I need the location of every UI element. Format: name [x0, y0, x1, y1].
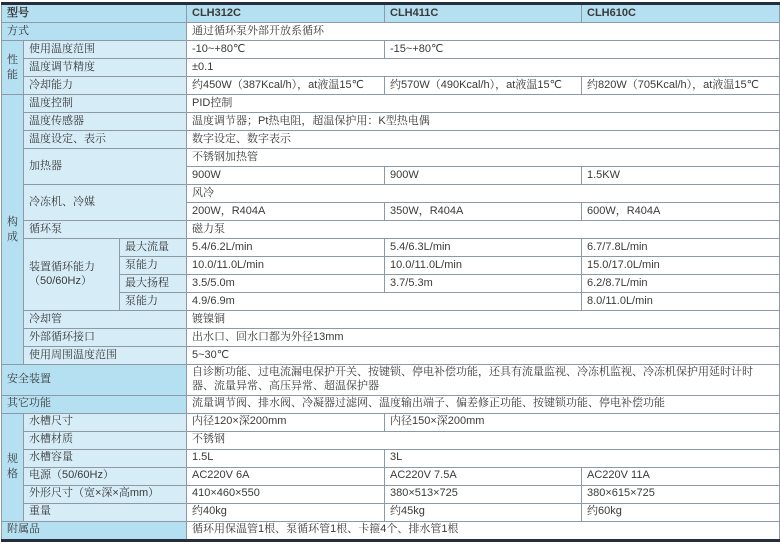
row-value: 温度调节器；Pt热电阻，超温保护用：K型热电偶 [187, 113, 780, 131]
group-label-spec: 规格 [2, 413, 24, 521]
row-heater-type [2, 149, 780, 167]
row-value: 380×513×725 [385, 485, 582, 503]
row-value: 循环用保温管1根、泵循环管1根、卡箍4个、排水管1根 [187, 521, 780, 540]
row-label: 安全装置 [2, 365, 187, 396]
row-label: 温度设定、表示 [24, 131, 187, 149]
row-value: 不锈钢加热管 [187, 149, 780, 167]
row-value: 不锈钢 [187, 431, 780, 449]
row-value: PID控制 [187, 95, 780, 113]
row-label: 外形尺寸（宽×深×高mm） [24, 485, 187, 503]
row-value: 约40kg [187, 503, 385, 521]
row-safety-devices [2, 365, 780, 396]
row-max-flow [2, 239, 780, 257]
model-header-clh312c: CLH312C [187, 4, 385, 23]
row-value: AC220V 7.5A [385, 467, 582, 485]
row-label: 加热器 [24, 149, 187, 185]
model-header-clh411c: CLH411C [385, 4, 582, 23]
row-external-port [2, 329, 780, 347]
row-label: 水槽材质 [24, 431, 187, 449]
row-other-functions [2, 395, 780, 413]
row-tank-capacity [2, 449, 780, 467]
row-value: 3.7/5.3m [385, 275, 582, 293]
sub-label: 泵能力 [120, 293, 187, 311]
row-ambient-temp [2, 347, 780, 365]
row-temp-range [2, 41, 780, 59]
row-label: 循环泵 [24, 221, 187, 239]
row-weight [2, 503, 780, 521]
row-value: 流量调节阀、排水阀、冷凝器过滤网、温度输出端子、偏差修正功能、按键锁功能、停电补偿功能 [187, 395, 780, 413]
row-precision [2, 59, 780, 77]
row-value: 350W，R404A [385, 203, 582, 221]
row-value: 410×460×550 [187, 485, 385, 503]
row-value: ±0.1 [187, 59, 780, 77]
row-temp-display [2, 131, 780, 149]
row-value: 约450W（387Kcal/h），at液温15℃ [187, 77, 385, 95]
row-value: 约45kg [385, 503, 582, 521]
row-label: 冷冻机、冷媒 [24, 185, 187, 221]
row-value: 出水口、回水口都为外径13mm [187, 329, 780, 347]
row-value: 6.2/8.7L/min [582, 275, 780, 293]
row-dimensions [2, 485, 780, 503]
row-label: 冷却管 [24, 311, 187, 329]
row-value: -15~+80℃ [385, 41, 780, 59]
row-value: 3.5/5.0m [187, 275, 385, 293]
row-value: 通过循环泵外部开放系循环 [187, 23, 780, 41]
group-label-composition: 构成 [2, 95, 24, 365]
row-value: 200W，R404A [187, 203, 385, 221]
row-value: 15.0/17.0L/min [582, 257, 780, 275]
row-label: 外部循环接口 [24, 329, 187, 347]
row-value: 约570W（490Kcal/h），at液温15℃ [385, 77, 582, 95]
row-accessories [2, 521, 780, 540]
row-label: 重量 [24, 503, 187, 521]
row-value: -10~+80℃ [187, 41, 385, 59]
row-value: 380×615×725 [582, 485, 780, 503]
row-label: 水槽尺寸 [24, 413, 187, 431]
row-value: 内径120×深200mm [187, 413, 385, 431]
row-label: 电源（50/60Hz） [24, 467, 187, 485]
row-value: 900W [187, 167, 385, 185]
row-refrigerator-type [2, 185, 780, 203]
row-power-supply [2, 467, 780, 485]
row-value: AC220V 11A [582, 467, 780, 485]
row-value: 4.9/6.9m [187, 293, 582, 311]
row-label-circulation-capacity: 装置循环能力（50/60Hz） [24, 239, 120, 311]
row-value: 镀镍铜 [187, 311, 780, 329]
row-label: 附属品 [2, 521, 187, 540]
row-value: 8.0/11.0L/min [582, 293, 780, 311]
row-value: 3L [385, 449, 780, 467]
row-label: 温度控制 [24, 95, 187, 113]
row-temp-control [2, 95, 780, 113]
row-value: 风冷 [187, 185, 780, 203]
row-value: 5~30℃ [187, 347, 780, 365]
product-spec-table [1, 2, 780, 542]
header-row [2, 4, 780, 23]
row-value: 1.5L [187, 449, 385, 467]
row-value: AC220V 6A [187, 467, 385, 485]
group-label-performance: 性能 [2, 41, 24, 95]
row-value: 数字设定、数字表示 [187, 131, 780, 149]
row-value: 900W [385, 167, 582, 185]
model-row-label: 型号 [2, 4, 187, 23]
sub-label: 最大扬程 [120, 275, 187, 293]
row-tank-size [2, 413, 780, 431]
row-cooling-capacity [2, 77, 780, 95]
row-label: 水槽容量 [24, 449, 187, 467]
row-tank-material [2, 431, 780, 449]
row-value: 10.0/11.0L/min [385, 257, 582, 275]
row-value: 6.7/7.8L/min [582, 239, 780, 257]
row-value: 自诊断功能、过电流漏电保护开关、按键锁、停电补偿功能，还具有流量监视、冷冻机监视、冷冻机保护用延时计时器、流量异常、高压异常、超温保护器 [187, 365, 780, 396]
row-value: 约820W（705Kcal/h），at液温15℃ [582, 77, 780, 95]
row-label: 使用周围温度范围 [24, 347, 187, 365]
row-value: 1.5KW [582, 167, 780, 185]
row-value: 约60kg [582, 503, 780, 521]
row-label: 温度传感器 [24, 113, 187, 131]
row-label: 使用温度范围 [24, 41, 187, 59]
row-value: 600W，R404A [582, 203, 780, 221]
model-header-clh610c: CLH610C [582, 4, 780, 23]
row-value: 磁力泵 [187, 221, 780, 239]
row-value: 5.4/6.2L/min [187, 239, 385, 257]
row-value: 内径150×深200mm [385, 413, 780, 431]
row-temp-sensor [2, 113, 780, 131]
row-method [2, 23, 780, 41]
row-label: 温度调节精度 [24, 59, 187, 77]
row-circulation-pump [2, 221, 780, 239]
row-value: 5.4/6.3L/min [385, 239, 582, 257]
sub-label: 泵能力 [120, 257, 187, 275]
row-cooling-pipe [2, 311, 780, 329]
row-label: 冷却能力 [24, 77, 187, 95]
row-label: 方式 [2, 23, 187, 41]
row-value: 10.0/11.0L/min [187, 257, 385, 275]
sub-label: 最大流量 [120, 239, 187, 257]
row-label: 其它功能 [2, 395, 187, 413]
